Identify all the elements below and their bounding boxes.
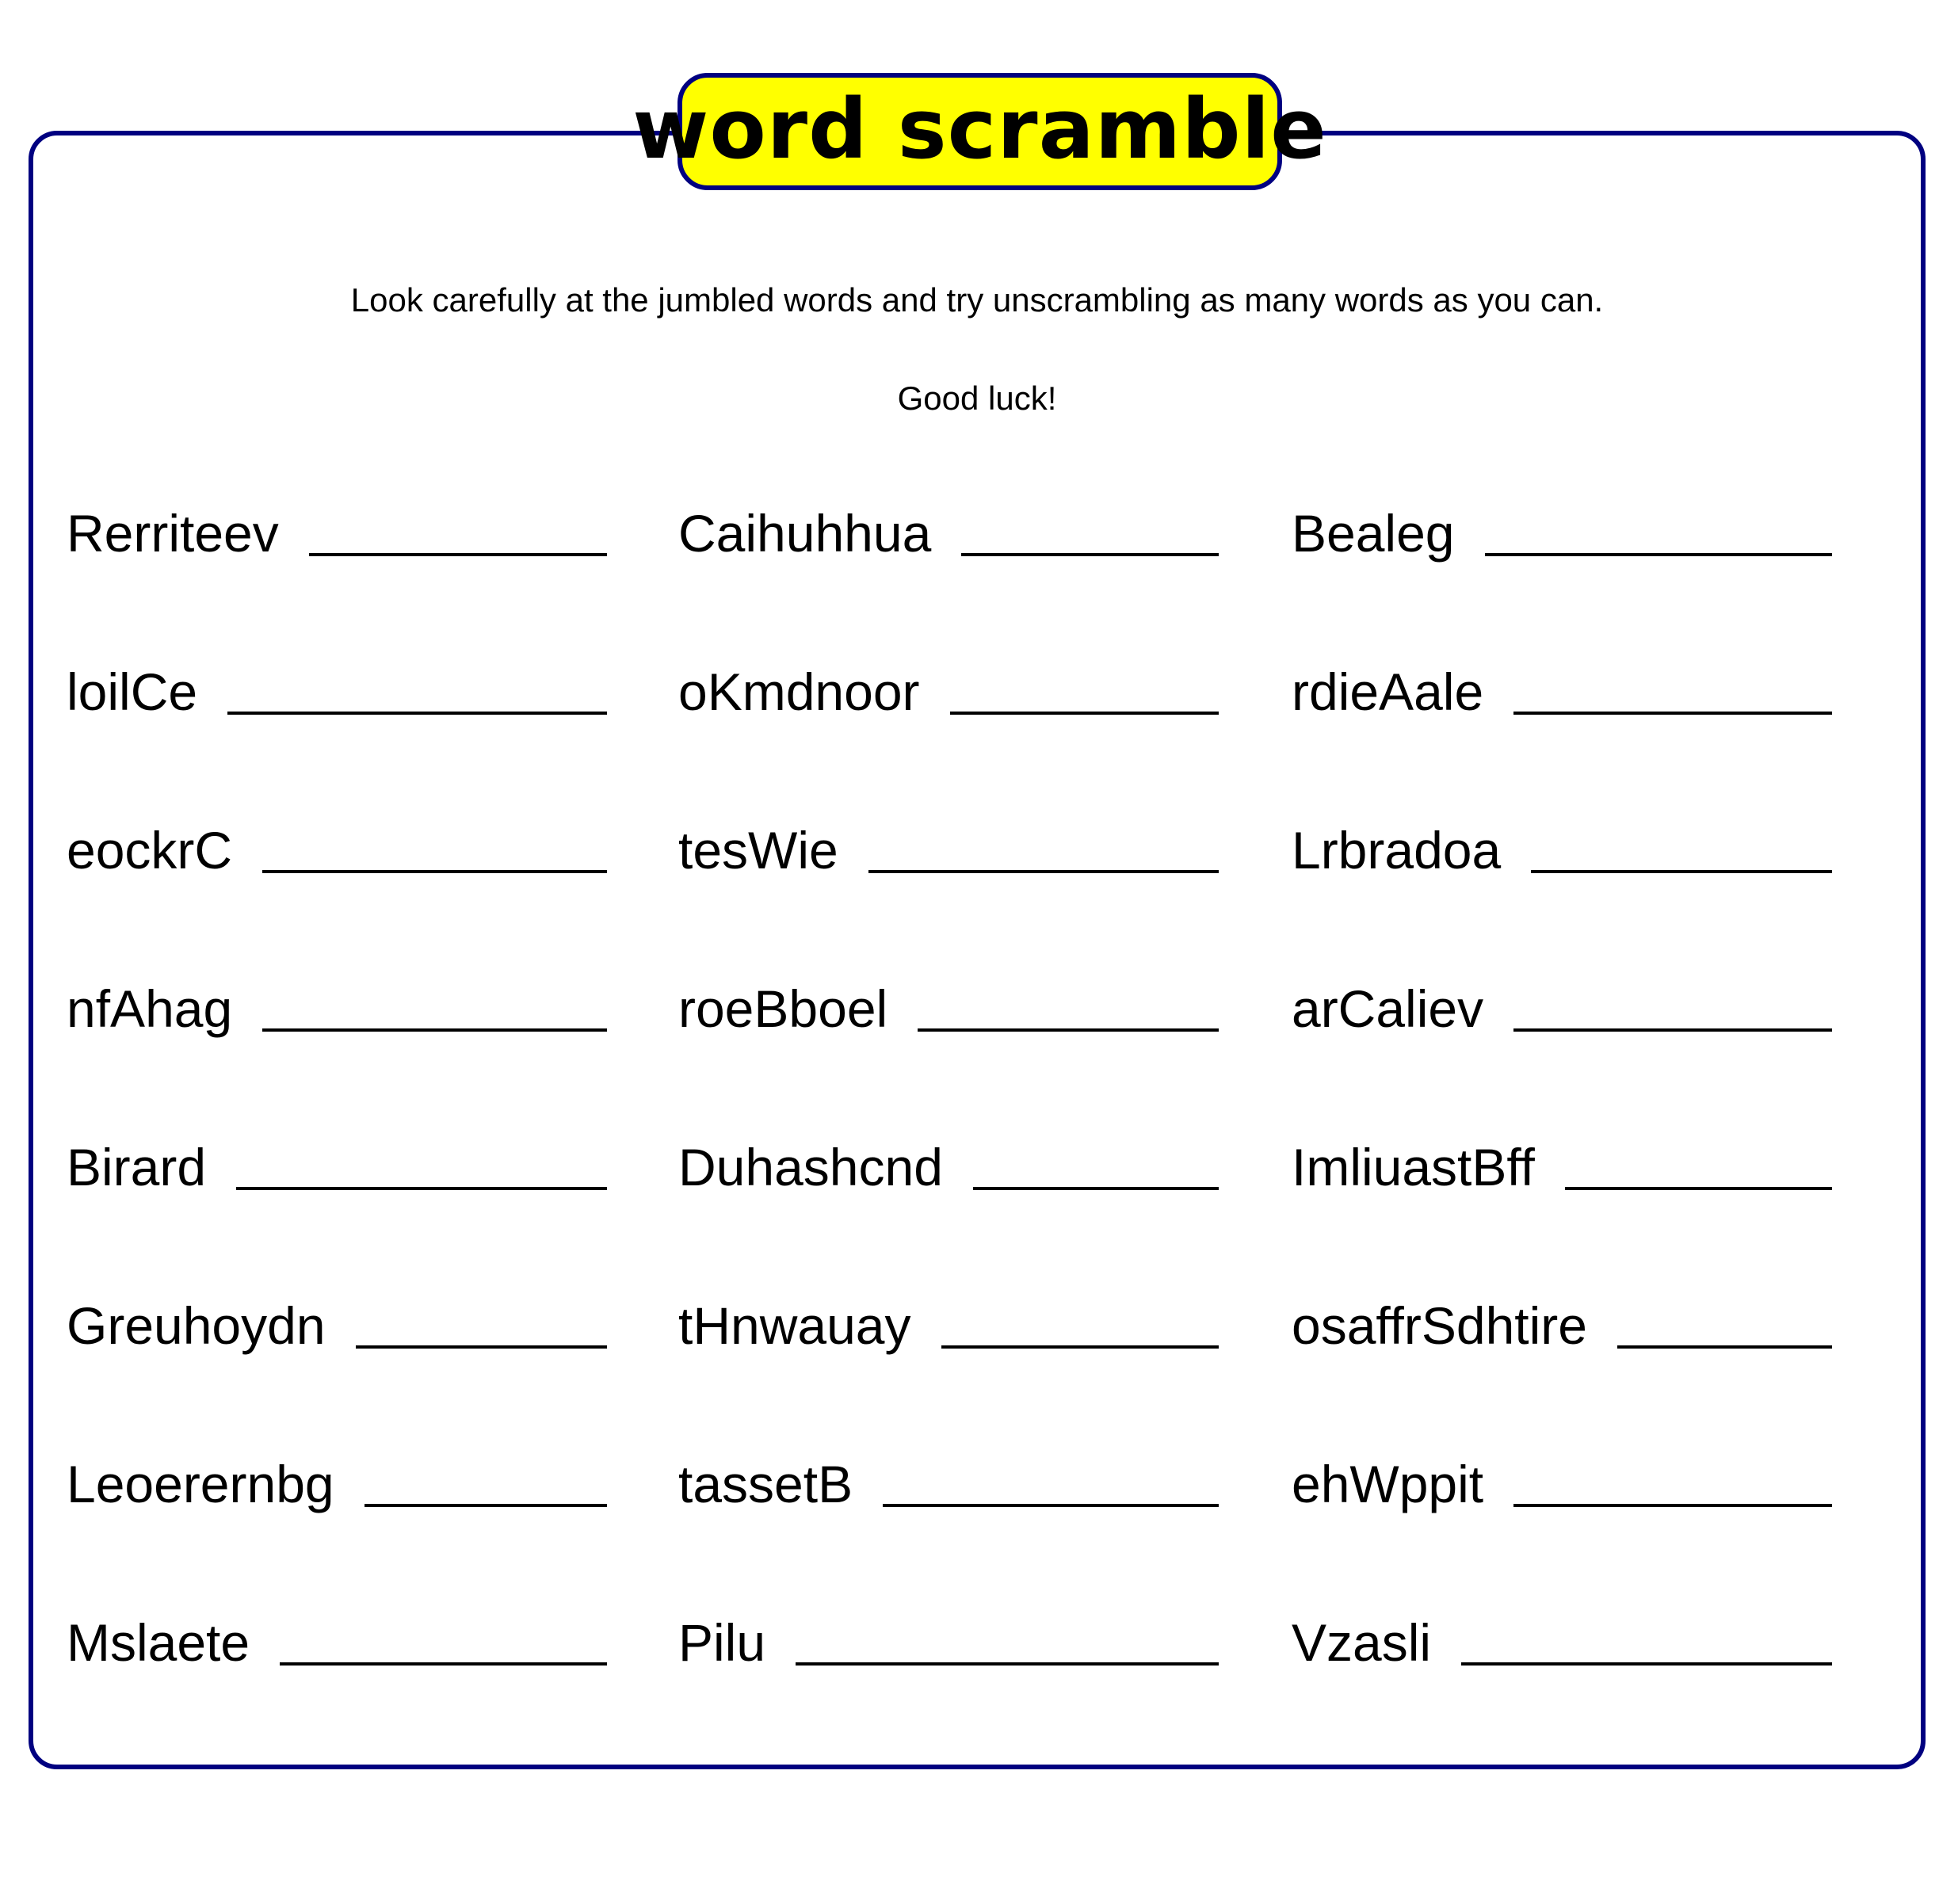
worksheet-frame — [29, 131, 1926, 1769]
word-item — [678, 1271, 1219, 1358]
word-item — [1292, 1271, 1832, 1358]
answer-line[interactable] — [1513, 1028, 1832, 1032]
answer-line[interactable] — [1513, 1504, 1832, 1507]
scrambled-word: Mslaete — [67, 1613, 250, 1672]
scrambled-word: Duhashcnd — [678, 1138, 943, 1196]
scrambled-word: ImliuastBff — [1292, 1138, 1535, 1196]
scrambled-word: Pilu — [678, 1613, 766, 1672]
word-item — [678, 796, 1219, 883]
answer-line[interactable] — [1461, 1662, 1832, 1666]
worksheet-title: word scramble — [632, 81, 1327, 177]
scrambled-word: eockrC — [67, 821, 233, 880]
good-luck-text: Good luck! — [897, 380, 1057, 417]
answer-line[interactable] — [280, 1662, 607, 1666]
word-item — [678, 1588, 1219, 1675]
word-item — [67, 1429, 607, 1517]
word-item — [1292, 637, 1832, 724]
answer-line[interactable] — [1565, 1187, 1832, 1190]
answer-line[interactable] — [262, 1028, 607, 1032]
word-item — [1292, 1588, 1832, 1675]
scrambled-word: roeBboel — [678, 979, 888, 1038]
scrambled-word: osaffrSdhtire — [1292, 1296, 1587, 1355]
word-item — [67, 954, 607, 1041]
answer-line[interactable] — [262, 870, 607, 873]
scrambled-word: Rerriteev — [67, 504, 279, 563]
word-item — [678, 954, 1219, 1041]
word-item — [1292, 479, 1832, 566]
answer-line[interactable] — [309, 553, 607, 556]
scrambled-word: Lrbradoa — [1292, 821, 1502, 880]
answer-line[interactable] — [941, 1345, 1220, 1349]
answer-line[interactable] — [1513, 712, 1832, 715]
word-item — [67, 637, 607, 724]
scrambled-word: Leoerernbg — [67, 1455, 334, 1513]
scrambled-word: Greuhoydn — [67, 1296, 326, 1355]
word-row — [67, 1112, 1834, 1200]
scrambled-word: rdieAale — [1292, 662, 1484, 721]
answer-line[interactable] — [868, 870, 1219, 873]
scrambled-word: Birard — [67, 1138, 207, 1196]
instructions-text: Look carefully at the jumbled words and try unscrambling as many words as you can. — [350, 281, 1604, 319]
answer-line[interactable] — [1531, 870, 1832, 873]
word-item — [67, 796, 607, 883]
word-item — [678, 479, 1219, 566]
scrambled-word: tHnwauay — [678, 1296, 911, 1355]
word-item — [67, 1271, 607, 1358]
scrambled-word: arCaliev — [1292, 979, 1484, 1038]
answer-line[interactable] — [1617, 1345, 1832, 1349]
word-item — [1292, 954, 1832, 1041]
scrambled-word: tassetB — [678, 1455, 853, 1513]
scrambled-word: loilCe — [67, 662, 198, 721]
word-item — [1292, 796, 1832, 883]
title-badge — [632, 73, 1327, 190]
word-item — [1292, 1112, 1832, 1200]
word-row — [67, 479, 1834, 566]
answer-line[interactable] — [973, 1187, 1219, 1190]
scrambled-word: oKmdnoor — [678, 662, 920, 721]
word-row — [67, 1271, 1834, 1358]
word-item — [67, 1112, 607, 1200]
word-item — [67, 1588, 607, 1675]
answer-line[interactable] — [227, 712, 607, 715]
scrambled-word: Caihuhhua — [678, 504, 932, 563]
answer-line[interactable] — [950, 712, 1219, 715]
answer-line[interactable] — [356, 1345, 607, 1349]
answer-line[interactable] — [1485, 553, 1832, 556]
scrambled-word: nfAhag — [67, 979, 233, 1038]
scrambled-word: Bealeg — [1292, 504, 1455, 563]
answer-line[interactable] — [365, 1504, 607, 1507]
scrambled-word: ehWppit — [1292, 1455, 1484, 1513]
answer-line[interactable] — [918, 1028, 1219, 1032]
word-row — [67, 637, 1834, 724]
word-item — [678, 1429, 1219, 1517]
word-item — [1292, 1429, 1832, 1517]
word-item — [678, 1112, 1219, 1200]
word-row — [67, 796, 1834, 883]
word-row — [67, 954, 1834, 1041]
scrambled-word: tesWie — [678, 821, 838, 880]
word-row — [67, 1588, 1834, 1675]
word-item — [678, 637, 1219, 724]
answer-line[interactable] — [796, 1662, 1219, 1666]
answer-line[interactable] — [883, 1504, 1219, 1507]
answer-line[interactable] — [961, 553, 1219, 556]
word-row — [67, 1429, 1834, 1517]
scrambled-word: Vzasli — [1292, 1613, 1432, 1672]
word-item — [67, 479, 607, 566]
answer-line[interactable] — [236, 1187, 607, 1190]
